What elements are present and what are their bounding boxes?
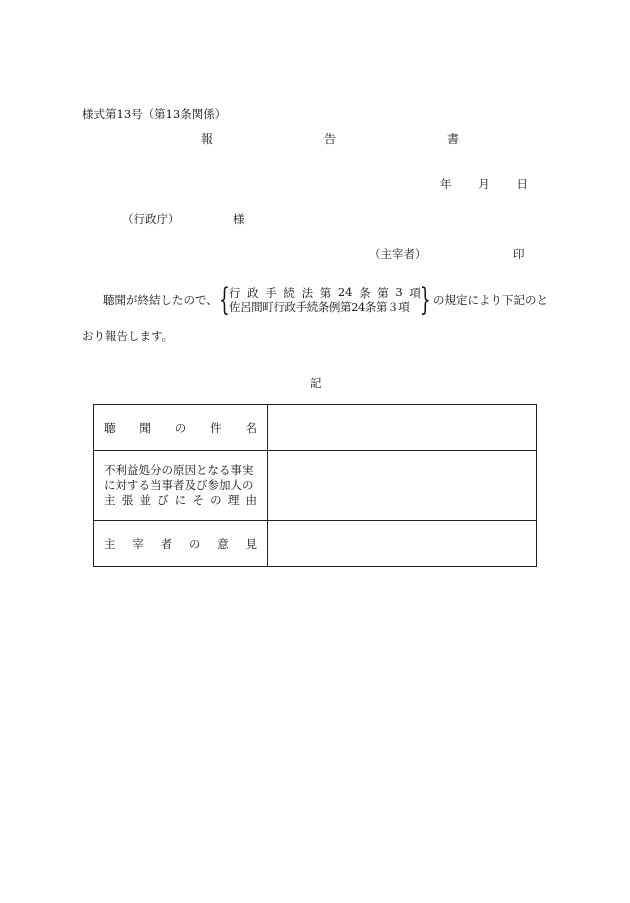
label-line: 不利益処分の原因となる事実 (104, 463, 254, 477)
ki-heading: 記 (310, 376, 322, 390)
hearing-subject-cell[interactable] (268, 405, 537, 451)
label-char: の (188, 536, 201, 551)
day-unit: 日 (516, 177, 528, 191)
year-unit: 年 (440, 177, 452, 191)
label-char: び (157, 493, 169, 507)
label-char: 件 (210, 420, 222, 435)
honorific: 様 (233, 212, 245, 226)
law-token: 条 (359, 286, 371, 300)
law-token: 24 (337, 285, 353, 299)
party-claims-cell[interactable] (268, 451, 537, 521)
label-char: 宰 (132, 536, 144, 551)
label-char: 由 (245, 493, 257, 507)
label-char: に (174, 493, 187, 507)
law-token: 法 (301, 286, 314, 300)
addressee: （行政庁） (122, 212, 180, 226)
close-brace: } (420, 282, 431, 318)
law-token: 政 (247, 286, 259, 300)
label-char: の (174, 420, 187, 435)
table-row (94, 451, 537, 521)
legal-basis-bracket (219, 282, 431, 318)
label-char: 意 (217, 536, 229, 551)
title-char: 書 (446, 132, 459, 146)
label-char: 見 (245, 536, 257, 551)
body-lead: 聴聞が終結したので、 (103, 293, 218, 307)
label-char: 名 (245, 420, 257, 435)
label-char: 張 (121, 493, 134, 507)
label-char: 者 (160, 536, 173, 551)
label-char: の (210, 493, 222, 507)
open-brace: { (219, 282, 230, 318)
law-token: 第 (377, 286, 389, 300)
label-char: 理 (227, 493, 240, 507)
law-token: 第 (319, 286, 332, 300)
party-claims-label (94, 451, 268, 521)
title-char: 報 (200, 132, 213, 146)
law-token: 手 (265, 286, 277, 300)
label-line: に対する当事者及び参加人の (104, 478, 254, 492)
presider-label: （主宰者） (369, 247, 427, 261)
label-char: 並 (139, 493, 151, 507)
date-line (440, 176, 528, 192)
report-table (93, 404, 537, 567)
law-token: 続 (283, 286, 295, 300)
title-char: 告 (323, 132, 336, 146)
label-char: 聞 (139, 420, 151, 435)
seal-mark: 印 (513, 247, 525, 261)
form-number: 様式第13号（第13条関係） (82, 107, 227, 121)
label-char: 主 (104, 536, 116, 551)
presider-opinion-label (94, 521, 268, 567)
law-token: 行 (229, 286, 241, 300)
body-tail: の規定により下記のと (433, 293, 548, 307)
body-line-2: おり報告します。 (82, 329, 174, 343)
law-token: 項 (409, 286, 421, 300)
label-line (104, 493, 257, 508)
bracket-line-ordinance: 佐呂間町行政手続条例第24条第３項 (229, 300, 410, 314)
month-unit: 月 (478, 177, 490, 191)
document-title (200, 130, 460, 147)
label-char: 聴 (104, 420, 116, 435)
label-char: そ (192, 493, 204, 507)
table-row (94, 405, 537, 451)
law-token: 3 (395, 285, 403, 299)
presider-opinion-cell[interactable] (268, 521, 537, 567)
hearing-subject-label (94, 405, 268, 451)
table-row (94, 521, 537, 567)
label-char: 主 (104, 493, 116, 507)
